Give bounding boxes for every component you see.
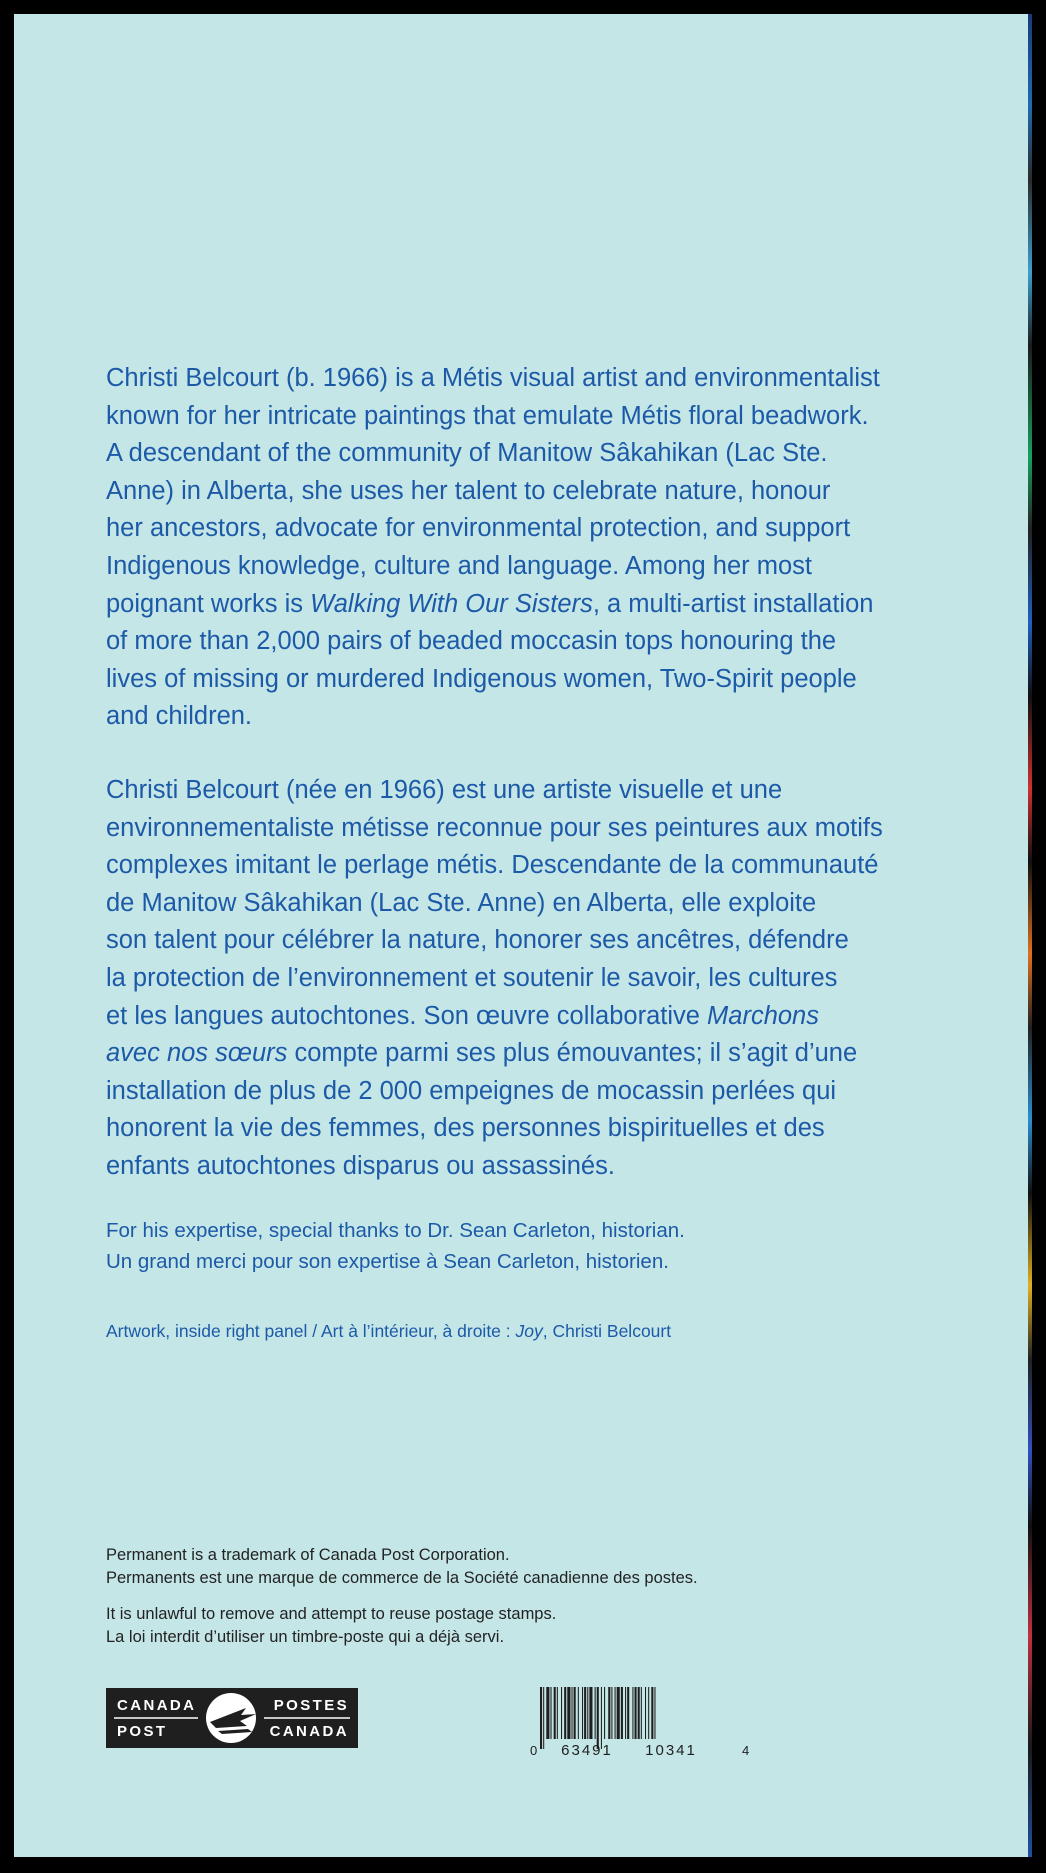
reuse-warning-french: La loi interdit d’utiliser un timbre-poste qui a déjà servi. [106, 1628, 505, 1646]
english-bio-line: of more than 2,000 pairs of beaded moccasin tops honouring the [106, 627, 837, 656]
english-bio-line [106, 586, 1006, 624]
thanks-french: Un grand merci pour son expertise à Sean Carleton, historien. [106, 1250, 669, 1273]
barcode-check-digit: 4 [742, 1743, 750, 1757]
english-bio-line: Christi Belcourt (b. 1966) is a Métis visual artist and environmentalist [106, 364, 880, 392]
english-bio-text: , a multi-artist installation [592, 589, 874, 618]
upc-barcode [526, 1687, 766, 1757]
french-bio-line: enfants autochtones disparus ou assassinés. [106, 1151, 615, 1180]
french-bio-text: compte parmi ses plus émouvantes; il s’agit d’une [287, 1039, 858, 1068]
english-bio-line: lives of missing or murdered Indigenous women, Two-Spirit people [106, 664, 857, 693]
artwork-credit-artist: , Christi Belcourt [542, 1321, 672, 1341]
artwork-edge-strip [1028, 14, 1032, 1857]
reuse-warning-english: It is unlawful to remove and attempt to reuse postage stamps. [106, 1605, 557, 1623]
trademark-notice [106, 1544, 698, 1590]
french-bio-line [106, 998, 1006, 1036]
eagle-emblem-icon [106, 1688, 358, 1748]
artwork-credit [106, 1319, 671, 1343]
english-bio-line: Indigenous knowledge, culture and language. Among her most [106, 551, 812, 580]
barcode-digits-left: 63491 [561, 1742, 613, 1757]
artwork-credit-text: Artwork, inside right panel / Art à l’intérieur, à droite : [106, 1321, 516, 1341]
thanks-english: For his expertise, special thanks to Dr. Sean Carleton, historian. [106, 1219, 685, 1242]
french-artwork-title: avec nos sœurs [106, 1039, 288, 1068]
french-bio-line: de Manitow Sâkahikan (Lac Ste. Anne) en Alberta, elle exploite [106, 888, 817, 917]
english-bio [106, 360, 1006, 736]
barcode-digits-right: 10341 [645, 1742, 697, 1757]
logo-word-canada: CANADA [117, 1697, 197, 1714]
english-bio-line: and children. [106, 702, 253, 731]
english-bio-text: poignant works is [106, 589, 311, 618]
canada-post-logo [106, 1688, 358, 1748]
english-bio-line: A descendant of the community of Manitow Sâkahikan (Lac Ste. [106, 439, 828, 468]
french-bio-line [106, 1035, 1006, 1073]
french-bio-line: la protection de l’environnement et soutenir le savoir, les cultures [106, 963, 838, 992]
english-bio-line: her ancestors, advocate for environmental protection, and support [106, 514, 851, 543]
trademark-french: Permanents est une marque de commerce de la Société canadienne des postes. [106, 1569, 698, 1587]
french-bio-line: complexes imitant le perlage métis. Descendante de la communauté [106, 851, 879, 880]
french-bio-line: environnementaliste métisse reconnue pour ses peintures aux motifs [106, 813, 883, 842]
french-bio [106, 772, 1006, 1186]
logo-word-post: POST [117, 1723, 168, 1740]
trademark-english: Permanent is a trademark of Canada Post Corporation. [106, 1546, 510, 1564]
english-bio-line: Anne) in Alberta, she uses her talent to celebrate nature, honour [106, 476, 831, 505]
artwork-title: Joy [515, 1321, 543, 1341]
french-bio-line: Christi Belcourt (née en 1966) est une artiste visuelle et une [106, 776, 783, 804]
french-bio-text: et les langues autochtones. Son œuvre collaborative [106, 1001, 708, 1030]
barcode-bars [540, 1687, 656, 1749]
booklet-back-panel [14, 14, 1028, 1857]
english-bio-line: known for her intricate paintings that emulate Métis floral beadwork. [106, 401, 869, 430]
french-artwork-title: Marchons [707, 1001, 819, 1030]
logo-word-postes: POSTES [273, 1697, 349, 1714]
reuse-warning [106, 1603, 556, 1649]
french-bio-line: son talent pour célébrer la nature, honorer ses ancêtres, défendre [106, 926, 849, 955]
thanks-block [106, 1215, 685, 1277]
english-artwork-title: Walking With Our Sisters [310, 589, 593, 618]
logo-word-canada-fr: CANADA [269, 1723, 349, 1740]
french-bio-line: honorent la vie des femmes, des personnes bispirituelles et des [106, 1114, 825, 1143]
barcode-lead-digit: 0 [530, 1743, 538, 1757]
french-bio-line: installation de plus de 2 000 empeignes de mocassin perlées qui [106, 1076, 837, 1105]
